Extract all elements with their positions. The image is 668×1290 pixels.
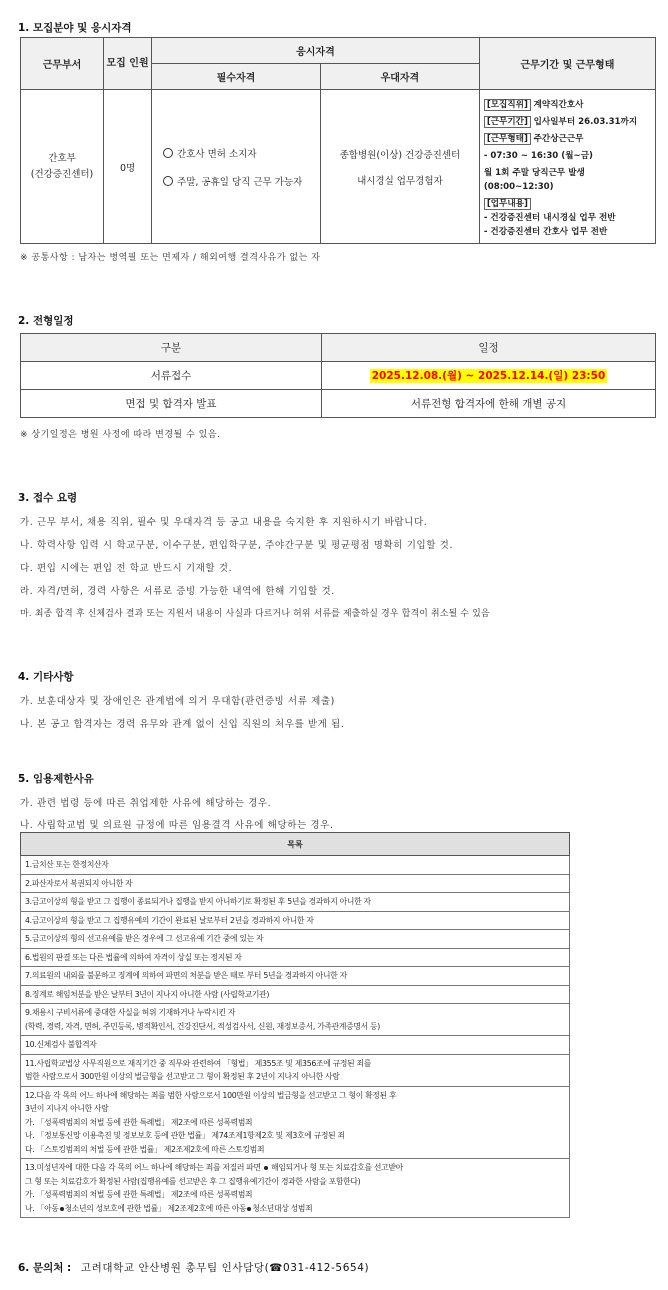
application-rule: 가. 근무 부서, 채용 직위, 필수 및 우대자격 등 공고 내용을 숙지한 후 지원하시기 바랍니다. [20, 517, 428, 528]
schedule-category: 면접 및 합격자 발표 [21, 390, 322, 418]
preferred-item: 종합병원(이상) 건강증진센터 [339, 149, 461, 161]
header-qualification: 응시자격 [152, 38, 480, 64]
header-count-label: 모집 인원 [106, 58, 149, 69]
list-item: 1.금치산 또는 한정치산자 [21, 856, 570, 875]
recruitment-table [20, 37, 656, 244]
application-rule: 마. 최종 합격 후 신체검사 결과 또는 지원서 내용이 사실과 다르거나 허위 서류를 제출하실 경우 합격이 취소될 수 있음 [20, 609, 490, 619]
preferred-cell [320, 90, 479, 244]
required-item: 간호사 면허 소지자 [163, 146, 319, 160]
hours-line: - 07:30 ~ 16:30 (월~금) [483, 150, 593, 161]
disqualification-table [20, 832, 570, 1218]
list-item: 6.법원의 판결 또는 다른 법률에 의하여 자격이 상실 또는 정지된 자 [21, 948, 570, 967]
header-preferred: 우대자격 [320, 64, 479, 90]
list-item: 8.징계로 해임처분을 받은 날부터 3년이 지나지 아니한 사람 (사립학교기관) [21, 985, 570, 1004]
list-item: 4.금고이상의 형을 받고 그 집행유예의 기간이 완료된 날로부터 2년을 경과하지 아니한 자 [21, 911, 570, 930]
list-header: 목록 [21, 833, 570, 856]
contact-info: 고려대학교 안산병원 총무팀 인사담당(☎031-412-5654) [80, 1262, 370, 1274]
other-rule: 나. 본 공고 합격자는 경력 유무와 관계 없이 신입 직원의 처우를 받게 됨. [20, 719, 345, 730]
section-6-title [18, 1260, 369, 1275]
header-count [104, 38, 152, 90]
list-item: 13.미성년자에 대한 다음 각 목의 어느 하나에 해당하는 죄를 저질러 파면 해임되거나 형 또는 치료감호를 선고받아 그 형 또는 치료감호가 확정된 사람(집행유예를 선고받은 후 그 집행유예기간이 경과한 사람을 포함한다) 가. 「성폭력범죄의 처벌 등에 관한 특례법」 제2조에 따른 성폭력범죄 나. 「아동 청소년의 성보호에 관한 법률」 제2조제2호에 따른 아동 청소년대상 성범죄 [21, 1159, 570, 1218]
list-item: 9.채용시 구비서류에 중대한 사실을 허위 기재하거나 누락시킨 자 (학력, 경력, 자격, 면허, 주민등록, 병적확인서, 건강진단서, 적성검사서, 신원, 재정보증서, 가족관계증명서 등) [21, 1004, 570, 1036]
application-rule: 라. 자격/면허, 경력 사항은 서류로 증빙 가능한 내역에 한해 기입할 것. [20, 586, 335, 597]
dept-name: 간호부 [48, 152, 76, 164]
list-item: 12.다음 각 목의 어느 하나에 해당하는 죄를 범한 사람으로서 100만원 이상의 벌금형을 선고받고 그 형이 확정된 후 3년이 지나지 아니한 사람 가. 「성폭력범죄의 처벌 등에 관한 특례법」 제2조에 따른 성폭력범죄 나. 「정보통신망 이용촉진 및 정보보호 등에 관한 법률」 제74조제1항제2호 및 제3호에 규정된 죄 다. 「스토킹범죄의 처벌 등에 관한 법률」 제2조제2호에 따른 스토킹범죄 [21, 1086, 570, 1159]
contact-label: 6. 문의처 : [18, 1262, 72, 1274]
duty-label-line: [업무내용] [484, 197, 653, 211]
section-4-title: 4. 기타사항 [18, 671, 74, 683]
required-cell [152, 90, 321, 244]
position-line: [모집직위] 계약직간호사 [484, 98, 653, 112]
period-cell [479, 90, 655, 244]
count-cell: 0명 [104, 90, 152, 244]
list-item: 5.금고이상의 형의 선고유예를 받은 경우에 그 선고유예 기간 중에 있는 자 [21, 930, 570, 949]
highlighted-date: 2025.12.08.(월) ~ 2025.12.14.(일) 23:50 [371, 370, 606, 382]
application-rule: 다. 편입 시에는 편입 전 학교 반드시 기재할 것. [20, 563, 233, 574]
preferred-item: 내시경실 업무경험자 [357, 175, 443, 187]
section-3-title: 3. 접수 요령 [18, 492, 78, 504]
list-item: 10.신체검사 불합격자 [21, 1036, 570, 1055]
duty-line: - 건강증진센터 내시경실 업무 전반 [483, 212, 616, 223]
list-item: 7.의료원의 내외를 불문하고 징계에 의하여 파면의 처분을 받은 때로 부터 5년을 경과하지 아니한 자 [21, 967, 570, 986]
middle-dot-icon [247, 1207, 251, 1211]
dept-sub: (건강증진센터) [30, 168, 94, 180]
list-item: 11.사립학교법상 사무직원으로 재직기간 중 직무와 관련하여 「형법」 제355조 및 제356조에 규정된 죄를 범한 사람으로서 300만원 이상의 벌금형을 선고받고 그 형이 확정된 후 2년이 지나지 아니한 사람 [21, 1054, 570, 1086]
circle-bullet-icon [163, 148, 173, 158]
restriction-rule: 가. 관련 법령 등에 따른 취업제한 사유에 해당하는 경우. [20, 798, 272, 809]
list-item: 3.금고이상의 형을 받고 그 집행이 종료되거나 집행을 받지 아니하기로 확정된 후 5년을 경과하지 아니한 자 [21, 893, 570, 912]
header-period: 근무기간 및 근무형태 [479, 38, 655, 90]
common-requirement-note: ※ 공통사항 : 남자는 병역필 또는 면제자 / 해외여행 결격사유가 없는 자 [20, 253, 321, 263]
circle-bullet-icon [163, 176, 173, 186]
schedule-date [322, 362, 656, 390]
header-dept: 근무부서 [21, 38, 104, 90]
application-rule: 나. 학력사항 입력 시 학교구분, 이수구분, 편입학구분, 주야간구분 및 평균평점 명확히 기입할 것. [20, 540, 454, 551]
schedule-date: 서류전형 합격자에 한해 개별 공지 [322, 390, 656, 418]
header-category: 구분 [21, 334, 322, 362]
schedule-category: 서류접수 [21, 362, 322, 390]
schedule-note: ※ 상기일정은 병원 사정에 따라 변경될 수 있음. [20, 430, 221, 440]
dept-cell [21, 90, 104, 244]
weekend-hours-line: (08:00~12:30) [483, 181, 554, 192]
weekend-line: 월 1회 주말 당직근무 발생 [483, 167, 585, 178]
restriction-rule: 나. 사립학교법 및 의료원 규정에 따른 임용결격 사유에 해당하는 경우. [20, 820, 334, 831]
duty-line: - 건강증진센터 간호사 업무 전반 [483, 226, 608, 237]
list-item: 2.파산자로서 복권되지 아니한 자 [21, 874, 570, 893]
section-5-title: 5. 임용제한사유 [18, 773, 94, 785]
section-2-title: 2. 전형일정 [18, 315, 74, 327]
schedule-table [20, 333, 656, 418]
section-1-title: 1. 모집분야 및 응시자격 [18, 22, 132, 34]
middle-dot-icon [60, 1207, 64, 1211]
header-required: 필수자격 [152, 64, 321, 90]
required-item: 주말, 공휴일 당직 근무 가능자 [163, 174, 319, 188]
other-rule: 가. 보훈대상자 및 장애인은 관계법에 의거 우대함(관련증빙 서류 제출) [20, 696, 335, 707]
term-line: [근무기간] 입사일부터 26.03.31까지 [484, 115, 653, 129]
middle-dot-icon [264, 1166, 268, 1170]
header-schedule: 일정 [322, 334, 656, 362]
type-line: [근무형태] 주간상근근무 [484, 132, 653, 146]
